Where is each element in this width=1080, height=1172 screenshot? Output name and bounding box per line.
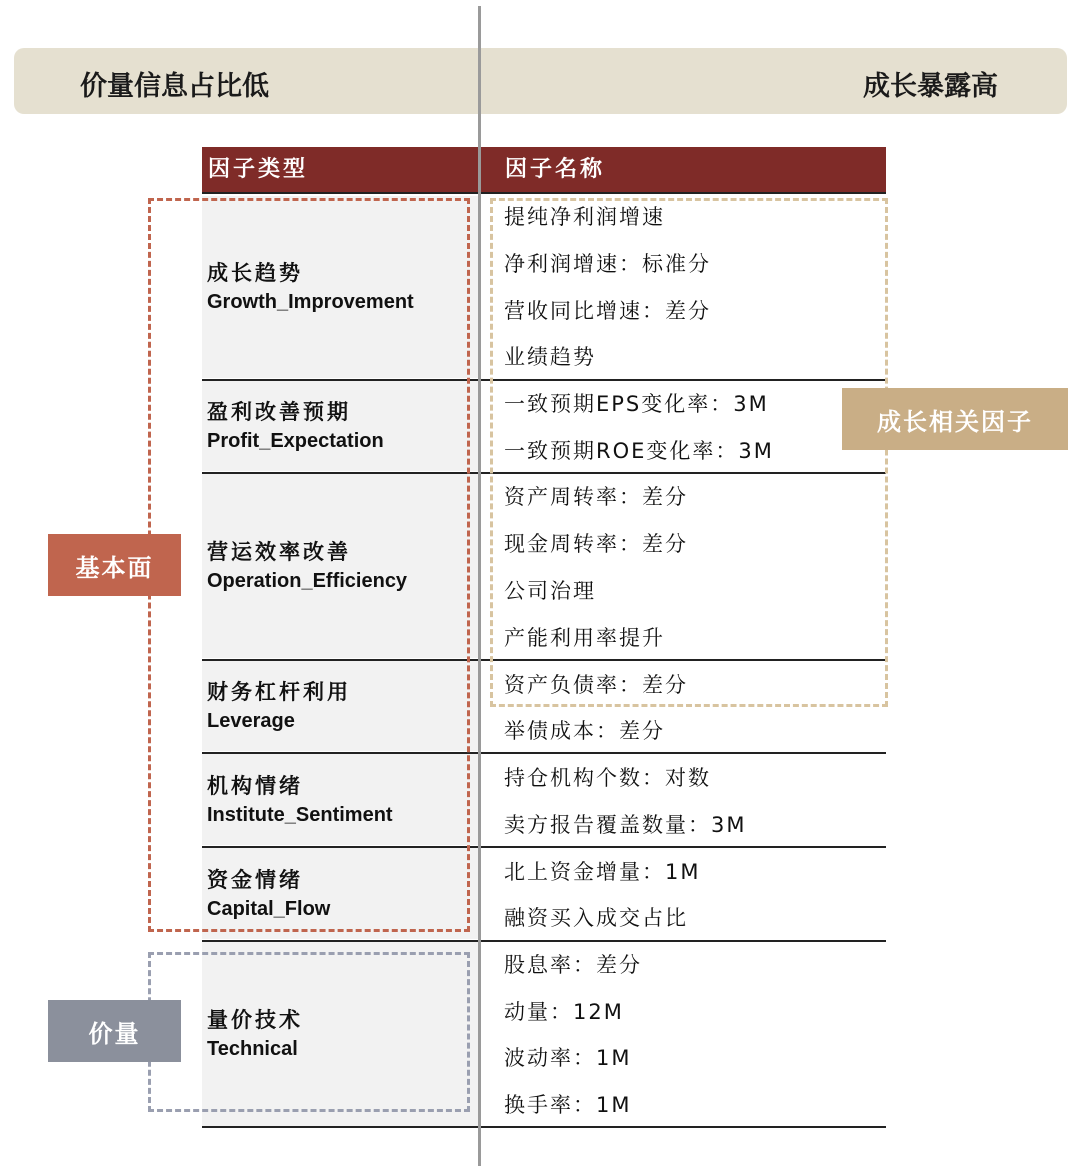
factor-name: 提纯净利润增速 <box>504 205 665 229</box>
growth-related-label: 成长相关因子 <box>842 388 1068 450</box>
factor-name: 北上资金增量：1M <box>504 860 701 884</box>
factor-name: 融资买入成交占比 <box>504 906 688 930</box>
factor-name: 营收同比增速：差分 <box>504 299 711 323</box>
factor-name: 现金周转率：差分 <box>504 532 688 556</box>
type-en: Technical <box>207 1038 298 1060</box>
type-en: Growth_Improvement <box>207 291 414 313</box>
factor-name: 股息率：差分 <box>504 953 642 977</box>
factor-name: 资产周转率：差分 <box>504 485 688 509</box>
type-en: Leverage <box>207 710 295 732</box>
type-en: Capital_Flow <box>207 897 331 920</box>
growth-factor-group-box <box>490 198 888 707</box>
type-en: Profit_Expectation <box>207 430 384 452</box>
factor-name: 业绩趋势 <box>504 345 596 369</box>
fundamental-label: 基本面 <box>48 534 181 596</box>
type-zh: 成长趋势 <box>207 261 303 285</box>
type-zh: 量价技术 <box>207 1008 303 1032</box>
type-en: Institute_Sentiment <box>207 803 393 826</box>
type-zh: 机构情绪 <box>207 773 303 798</box>
factor-name: 资产负债率：差分 <box>504 673 688 697</box>
header-factor-type: 因子类型 <box>202 147 478 192</box>
factor-name: 持仓机构个数：对数 <box>504 766 711 790</box>
row-divider <box>202 940 886 942</box>
factor-name: 举债成本：差分 <box>504 719 665 743</box>
type-en: Operation_Efficiency <box>207 570 408 592</box>
factor-name: 净利润增速：标准分 <box>504 252 711 276</box>
row-divider <box>202 1126 886 1128</box>
factor-name: 一致预期EPS变化率：3M <box>504 392 769 416</box>
price-volume-group-box <box>148 952 470 1112</box>
center-divider-line <box>478 6 481 1166</box>
banner-right-label: 成长暴露高 <box>863 71 998 102</box>
row-divider <box>202 192 886 194</box>
type-zh: 资金情绪 <box>207 867 303 892</box>
type-zh: 财务杠杆利用 <box>207 680 351 704</box>
header-factor-name: 因子名称 <box>481 147 886 192</box>
factor-name: 产能利用率提升 <box>504 626 665 650</box>
type-zh: 盈利改善预期 <box>207 400 351 424</box>
factor-name: 公司治理 <box>504 579 596 603</box>
type-zh: 营运效率改善 <box>207 540 351 564</box>
factor-name: 动量：12M <box>504 1000 624 1024</box>
factor-name: 波动率：1M <box>504 1046 632 1070</box>
factor-name: 一致预期ROE变化率：3M <box>504 439 774 463</box>
factor-name: 卖方报告覆盖数量：3M <box>504 813 747 837</box>
banner-left-label: 价量信息占比低 <box>80 71 269 102</box>
factor-name: 换手率：1M <box>504 1093 632 1117</box>
price-volume-label: 价量 <box>48 1000 181 1062</box>
fundamental-group-box <box>148 198 470 932</box>
